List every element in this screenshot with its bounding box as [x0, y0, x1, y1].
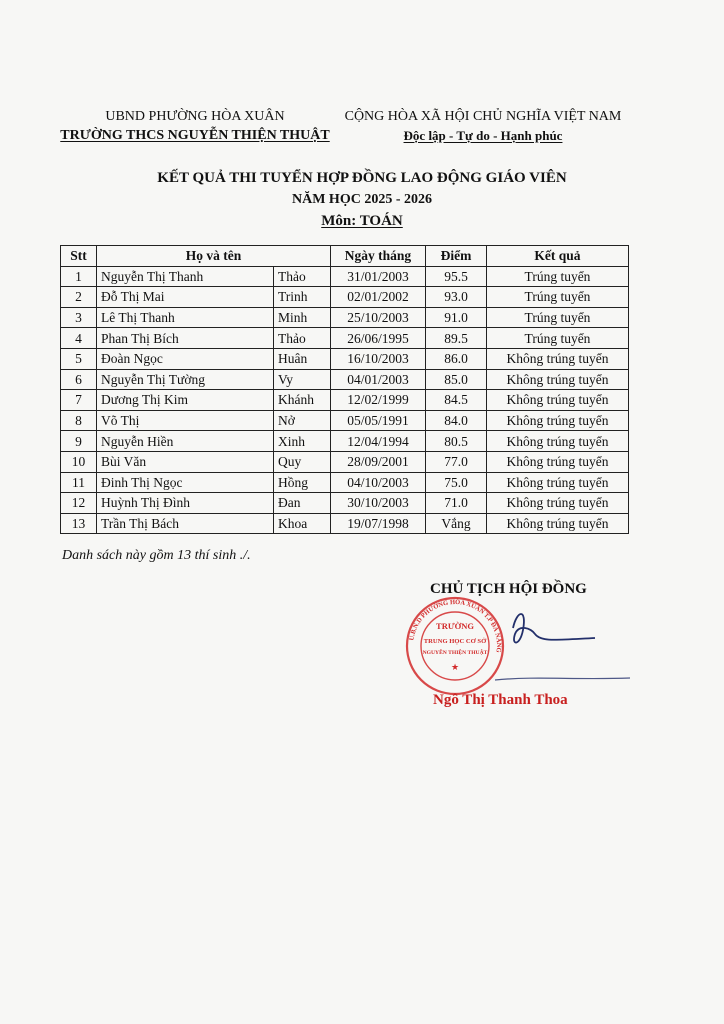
cell-result: Trúng tuyển	[487, 307, 629, 328]
cell-result: Trúng tuyển	[487, 328, 629, 349]
table-row	[61, 472, 629, 493]
cell-given-name: Minh	[274, 307, 331, 328]
cell-score: 84.0	[426, 410, 487, 431]
results-table	[60, 245, 629, 534]
cell-result: Không trúng tuyển	[487, 472, 629, 493]
cell-date: 12/02/1999	[331, 390, 426, 411]
cell-given-name: Huân	[274, 348, 331, 369]
cell-result: Trúng tuyển	[487, 287, 629, 308]
cell-score: 84.5	[426, 390, 487, 411]
table-row	[61, 287, 629, 308]
cell-stt: 10	[61, 451, 97, 472]
cell-stt: 9	[61, 431, 97, 452]
cell-score: 75.0	[426, 472, 487, 493]
cell-score: 86.0	[426, 348, 487, 369]
cell-surname: Võ Thị	[97, 410, 274, 431]
cell-stt: 4	[61, 328, 97, 349]
cell-given-name: Thảo	[274, 266, 331, 287]
cell-stt: 5	[61, 348, 97, 369]
table-row	[61, 266, 629, 287]
seal-text-line: TRƯỜNG	[436, 621, 474, 631]
signer-name: Ngô Thị Thanh Thoa	[433, 692, 568, 708]
cell-stt: 6	[61, 369, 97, 390]
table-header-row	[61, 246, 629, 267]
cell-given-name: Hồng	[274, 472, 331, 493]
cell-date: 02/01/2002	[331, 287, 426, 308]
cell-stt: 8	[61, 410, 97, 431]
cell-score: 89.5	[426, 328, 487, 349]
cell-score: 80.5	[426, 431, 487, 452]
issuer-authority: UBND PHƯỜNG HÒA XUÂN	[105, 109, 285, 124]
cell-result: Không trúng tuyển	[487, 493, 629, 514]
subject-label: Môn: TOÁN	[321, 213, 403, 229]
cell-date: 12/04/1994	[331, 431, 426, 452]
cell-result: Không trúng tuyển	[487, 410, 629, 431]
cell-date: 04/01/2003	[331, 369, 426, 390]
national-motto: Độc lập - Tự do - Hạnh phúc	[403, 128, 563, 143]
cell-surname: Nguyễn Hiền	[97, 431, 274, 452]
table-row	[61, 431, 629, 452]
cell-stt: 1	[61, 266, 97, 287]
cell-given-name: Vy	[274, 369, 331, 390]
table-row	[61, 369, 629, 390]
header-result: Kết quả	[487, 246, 629, 267]
cell-surname: Nguyễn Thị Thanh	[97, 266, 274, 287]
cell-result: Không trúng tuyển	[487, 431, 629, 452]
table-row	[61, 513, 629, 534]
cell-surname: Bùi Văn	[97, 451, 274, 472]
cell-given-name: Khánh	[274, 390, 331, 411]
cell-given-name: Thảo	[274, 328, 331, 349]
table-row	[61, 493, 629, 514]
cell-result: Không trúng tuyển	[487, 348, 629, 369]
seal-text-line: TRUNG HỌC CƠ SỞ	[423, 638, 487, 645]
cell-given-name: Nở	[274, 410, 331, 431]
cell-surname: Đoàn Ngọc	[97, 348, 274, 369]
cell-date: 04/10/2003	[331, 472, 426, 493]
cell-score: 91.0	[426, 307, 487, 328]
header-stt: Stt	[61, 246, 97, 267]
national-title: CỘNG HÒA XÃ HỘI CHỦ NGHĨA VIỆT NAM	[344, 109, 622, 124]
cell-date: 05/05/1991	[331, 410, 426, 431]
table-row	[61, 451, 629, 472]
cell-given-name: Đan	[274, 493, 331, 514]
cell-surname: Lê Thị Thanh	[97, 307, 274, 328]
cell-stt: 3	[61, 307, 97, 328]
table-row	[61, 390, 629, 411]
cell-date: 30/10/2003	[331, 493, 426, 514]
document-title: KẾT QUẢ THI TUYỂN HỢP ĐỒNG LAO ĐỘNG GIÁO VIÊN	[157, 170, 567, 186]
candidate-count-note: Danh sách này gồm 13 thí sinh ./.	[62, 548, 251, 563]
cell-date: 19/07/1998	[331, 513, 426, 534]
cell-given-name: Trinh	[274, 287, 331, 308]
cell-given-name: Xinh	[274, 431, 331, 452]
table-row	[61, 410, 629, 431]
cell-surname: Đinh Thị Ngọc	[97, 472, 274, 493]
cell-result: Trúng tuyển	[487, 266, 629, 287]
svg-text:★: ★	[450, 662, 460, 672]
cell-date: 28/09/2001	[331, 451, 426, 472]
cell-given-name: Quy	[274, 451, 331, 472]
header-date: Ngày tháng	[331, 246, 426, 267]
cell-surname: Dương Thị Kim	[97, 390, 274, 411]
seal-text-line: NGUYỄN THIỆN THUẬT	[422, 650, 488, 656]
cell-date: 26/06/1995	[331, 328, 426, 349]
cell-stt: 2	[61, 287, 97, 308]
cell-score: 77.0	[426, 451, 487, 472]
cell-result: Không trúng tuyển	[487, 451, 629, 472]
cell-score: 93.0	[426, 287, 487, 308]
seal-ring-text: U.B.N.D PHƯỜNG HÒA XUÂN T.P ĐÀ NẴNG	[408, 598, 503, 653]
cell-score: 71.0	[426, 493, 487, 514]
table-row	[61, 348, 629, 369]
header-score: Điểm	[426, 246, 487, 267]
school-year: NĂM HỌC 2025 - 2026	[292, 192, 432, 207]
cell-stt: 7	[61, 390, 97, 411]
cell-result: Không trúng tuyển	[487, 390, 629, 411]
cell-surname: Đỗ Thị Mai	[97, 287, 274, 308]
cell-given-name: Khoa	[274, 513, 331, 534]
cell-score: 85.0	[426, 369, 487, 390]
cell-surname: Trần Thị Bách	[97, 513, 274, 534]
issuer-header	[60, 108, 330, 145]
cell-score: Vắng	[426, 513, 487, 534]
table-row	[61, 328, 629, 349]
cell-surname: Huỳnh Thị Đình	[97, 493, 274, 514]
issuer-school: TRƯỜNG THCS NGUYỄN THIỆN THUẬT	[60, 128, 330, 143]
cell-result: Không trúng tuyển	[487, 369, 629, 390]
cell-result: Không trúng tuyển	[487, 513, 629, 534]
cell-date: 16/10/2003	[331, 348, 426, 369]
cell-surname: Phan Thị Bích	[97, 328, 274, 349]
national-header	[338, 108, 628, 145]
cell-stt: 11	[61, 472, 97, 493]
header-name: Họ và tên	[97, 246, 331, 267]
cell-stt: 13	[61, 513, 97, 534]
cell-score: 95.5	[426, 266, 487, 287]
council-chair-title: CHỦ TỊCH HỘI ĐỒNG	[430, 581, 587, 597]
cell-date: 25/10/2003	[331, 307, 426, 328]
table-row	[61, 307, 629, 328]
cell-date: 31/01/2003	[331, 266, 426, 287]
cell-surname: Nguyễn Thị Tường	[97, 369, 274, 390]
cell-stt: 12	[61, 493, 97, 514]
